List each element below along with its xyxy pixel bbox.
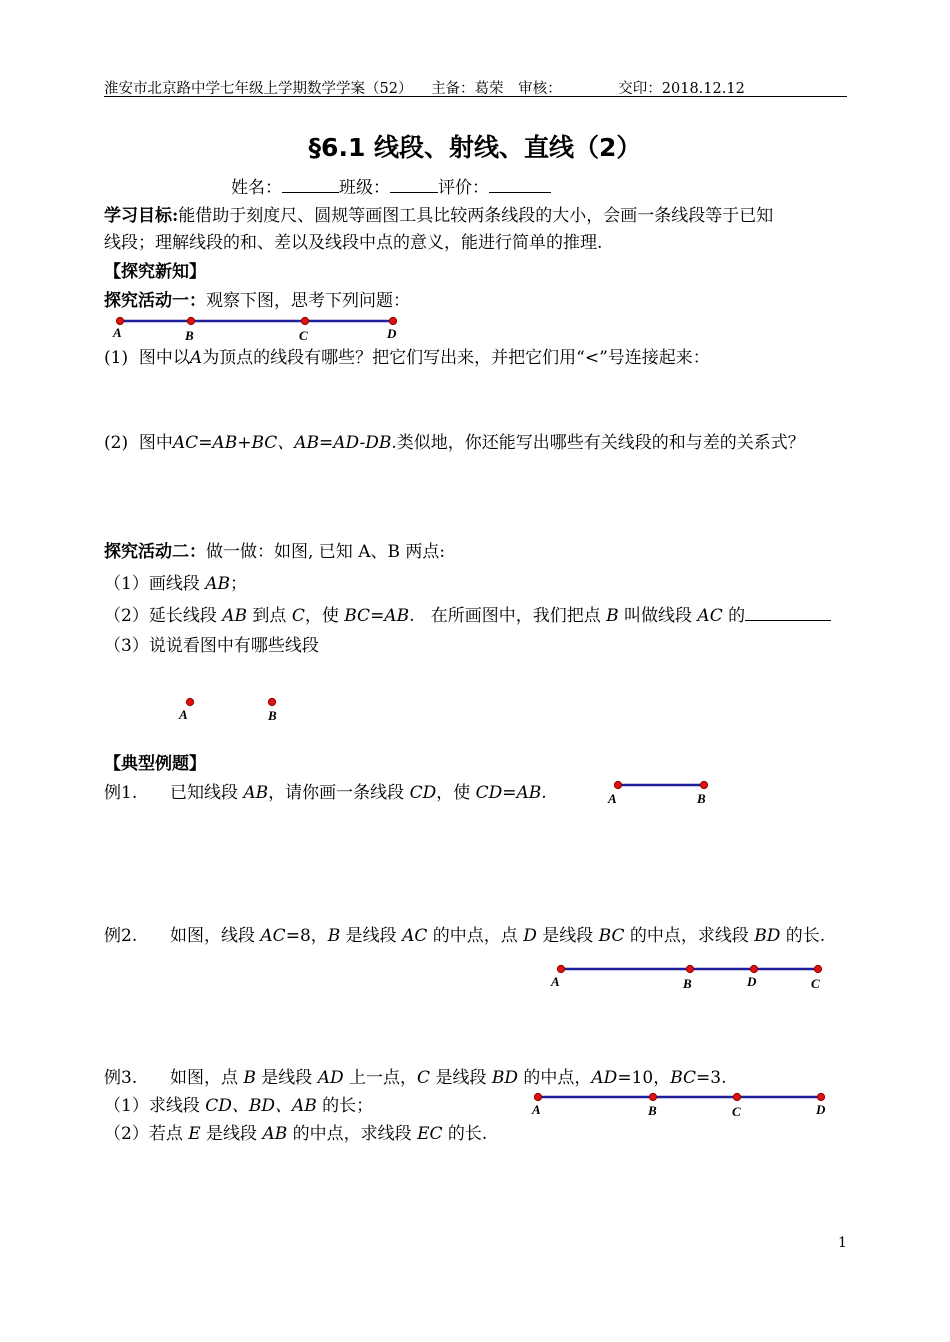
name-blank[interactable] xyxy=(282,176,339,193)
ex1-v2: CD xyxy=(409,783,437,803)
ex3-q1-pre: （1）求线段 xyxy=(104,1096,206,1116)
point-c xyxy=(733,1093,740,1100)
ex2-v5: BC xyxy=(598,926,625,946)
label-a: A xyxy=(551,974,560,989)
activity2-step1 xyxy=(104,573,247,595)
ex2-m6: 的长. xyxy=(780,926,826,946)
q2-number: (2) xyxy=(104,433,129,453)
label-a: A xyxy=(608,791,617,806)
activity2-figure xyxy=(170,692,290,726)
header-author: 主备：葛荣 xyxy=(431,81,504,97)
objective-line1 xyxy=(104,205,773,227)
point-b xyxy=(268,698,275,705)
ex2-m5: 的中点，求线段 xyxy=(624,926,755,946)
q2-expr: AC=AB+BC、AB=AD-DB. xyxy=(172,433,397,453)
ex2-m2: 是线段 xyxy=(340,926,403,946)
example3-number: 例3. xyxy=(104,1068,138,1088)
ex3-v5: AD xyxy=(591,1068,618,1088)
example3-q1 xyxy=(104,1095,373,1117)
ex3-v1: B xyxy=(243,1068,256,1088)
ex1-m2: ，使 xyxy=(436,783,476,803)
label-b: B xyxy=(268,708,277,723)
info-line xyxy=(231,176,551,199)
eval-blank[interactable] xyxy=(489,176,551,193)
label-b: B xyxy=(185,328,194,343)
point-a xyxy=(534,1093,541,1100)
example2-text xyxy=(104,925,825,947)
ex3-q2-m2: 的中点，求线段 xyxy=(287,1124,418,1144)
example1-number: 例1. xyxy=(104,783,138,803)
activity2-heading xyxy=(104,541,445,563)
activity2-step3: （3）说说看图中有哪些线段 xyxy=(104,636,319,656)
label-c: C xyxy=(299,328,308,343)
label-b: B xyxy=(648,1103,657,1118)
point-d xyxy=(750,965,757,972)
q1-var: A xyxy=(189,348,203,368)
header-line xyxy=(104,77,745,98)
point-b xyxy=(187,317,194,324)
ex2-m4: 是线段 xyxy=(536,926,599,946)
label-a: A xyxy=(179,707,188,722)
label-b: B xyxy=(697,791,706,806)
step1-pre: （1）画线段 xyxy=(104,574,206,594)
class-blank[interactable] xyxy=(390,176,438,193)
point-a xyxy=(557,965,564,972)
ex3-v3: C xyxy=(417,1068,431,1088)
section-new-knowledge: 【探究新知】 xyxy=(104,262,206,282)
point-b xyxy=(700,781,707,788)
header-print-date: 交印：2018.12.12 xyxy=(618,81,745,97)
label-a: A xyxy=(113,325,122,340)
ex3-q2-pre: （2）若点 xyxy=(104,1124,189,1144)
header-rule xyxy=(104,96,847,97)
point-d xyxy=(389,317,396,324)
step2-pre: （2）延长线段 xyxy=(104,606,223,626)
label-d: D xyxy=(816,1102,826,1117)
step2-answer-blank[interactable] xyxy=(745,604,831,621)
ex3-q1-vars: CD、BD、AB xyxy=(205,1096,317,1116)
ex3-m2: 上一点， xyxy=(343,1068,418,1088)
label-c: C xyxy=(732,1104,741,1119)
activity1-text: 观察下图，思考下列问题： xyxy=(206,291,410,311)
eval-label: 评价： xyxy=(438,178,489,198)
objective-text1: 能借助于刻度尺、圆规等画图工具比较两条线段的大小，会画一条线段等于已知 xyxy=(178,206,774,226)
ex3-q1-post: 的长； xyxy=(316,1096,374,1116)
ex3-m4: 的中点， xyxy=(518,1068,592,1088)
ex3-q2-v2: AB xyxy=(262,1124,288,1144)
example2-figure xyxy=(545,960,835,994)
point-a xyxy=(116,317,123,324)
header-school: 淮安市北京路中学七年级上学期数学学案（52） xyxy=(104,81,413,97)
ex1-v3: CD=AB. xyxy=(475,783,547,803)
ex2-v4: D xyxy=(523,926,537,946)
step2-v4: B xyxy=(606,606,619,626)
ex3-v4: BD xyxy=(491,1068,518,1088)
class-label: 班级： xyxy=(339,178,390,198)
point-a xyxy=(614,781,621,788)
ex3-m1: 是线段 xyxy=(255,1068,318,1088)
example3-q2 xyxy=(104,1123,487,1145)
activity1-q2 xyxy=(104,432,805,454)
section-examples: 【典型例题】 xyxy=(104,754,206,774)
ex2-v2: B xyxy=(327,926,341,946)
label-d: D xyxy=(387,326,397,341)
step1-var: AB xyxy=(205,574,231,594)
label-a: A xyxy=(532,1102,541,1117)
ex3-v6: BC xyxy=(670,1068,697,1088)
q2-post: 类似地，你还能写出哪些有关线段的和与差的关系式？ xyxy=(396,433,805,453)
ex2-m3: 的中点，点 xyxy=(427,926,524,946)
activity2-step2 xyxy=(104,604,831,627)
activity1-heading xyxy=(104,290,410,312)
ex1-pre: 已知线段 xyxy=(170,783,244,803)
header-reviewer: 审核： xyxy=(518,81,562,97)
label-d: D xyxy=(747,974,757,989)
q1-post: 为顶点的线段有哪些？把它们写出来，并把它们用“<”号连接起来： xyxy=(202,348,710,368)
point-a xyxy=(186,698,193,705)
objective-line2: 线段；理解线段的和、差以及线段中点的意义，能进行简单的推理. xyxy=(104,233,603,253)
step2-m2: ，使 xyxy=(304,606,345,626)
example2-number: 例2. xyxy=(104,926,138,946)
ex3-q2-m1: 是线段 xyxy=(200,1124,263,1144)
page-title: §6.1 线段、射线、直线（2） xyxy=(308,133,642,162)
ex2-v3: AC xyxy=(402,926,428,946)
step2-v3: BC=AB. xyxy=(344,606,415,626)
q2-pre: 图中 xyxy=(138,433,173,453)
ex3-q2-v3: EC xyxy=(417,1124,443,1144)
step2-v2: C xyxy=(291,606,305,626)
objective-label: 学习目标: xyxy=(104,206,179,226)
activity2-text: 做一做：如图, 已知 A、B 两点: xyxy=(206,542,446,562)
ex3-m3: 是线段 xyxy=(430,1068,492,1088)
ex2-pre: 如图，线段 xyxy=(170,926,261,946)
page-number: 1 xyxy=(838,1235,847,1251)
ex2-m1: =8， xyxy=(285,926,328,946)
ex3-m5: =10， xyxy=(617,1068,671,1088)
example1-figure xyxy=(605,776,720,808)
step2-v5: AC xyxy=(697,606,723,626)
ex3-pre: 如图，点 xyxy=(170,1068,244,1088)
point-c xyxy=(301,317,308,324)
ex1-v1: AB xyxy=(243,783,269,803)
activity1-q1 xyxy=(104,347,710,369)
step2-v1: AB xyxy=(222,606,248,626)
activity2-title: 探究活动二： xyxy=(104,542,206,562)
step1-post: ； xyxy=(230,574,248,594)
point-c xyxy=(814,965,821,972)
step2-m3: 在所画图中，我们把点 xyxy=(414,606,607,626)
activity1-figure xyxy=(110,312,410,344)
step2-m4: 叫做线段 xyxy=(618,606,698,626)
ex1-m1: ，请你画一条线段 xyxy=(268,783,410,803)
point-b xyxy=(686,965,693,972)
ex3-m6: =3. xyxy=(696,1068,727,1088)
ex3-v2: AD xyxy=(317,1068,344,1088)
label-b: B xyxy=(683,976,692,991)
example3-text xyxy=(104,1067,727,1089)
step2-m1: 到点 xyxy=(247,606,292,626)
ex2-v1: AC xyxy=(260,926,286,946)
activity1-title: 探究活动一： xyxy=(104,291,206,311)
ex3-q2-post: 的长. xyxy=(442,1124,488,1144)
point-b xyxy=(649,1093,656,1100)
ex3-q2-v1: E xyxy=(188,1124,201,1144)
ex2-v6: BD xyxy=(754,926,781,946)
example1-text xyxy=(104,782,547,804)
label-c: C xyxy=(811,976,820,991)
point-d xyxy=(817,1093,824,1100)
q1-pre: 图中以 xyxy=(138,348,190,368)
name-label: 姓名： xyxy=(231,178,282,198)
example3-figure xyxy=(528,1088,833,1120)
step2-m5: 的 xyxy=(722,606,746,626)
q1-number: (1) xyxy=(104,348,129,368)
